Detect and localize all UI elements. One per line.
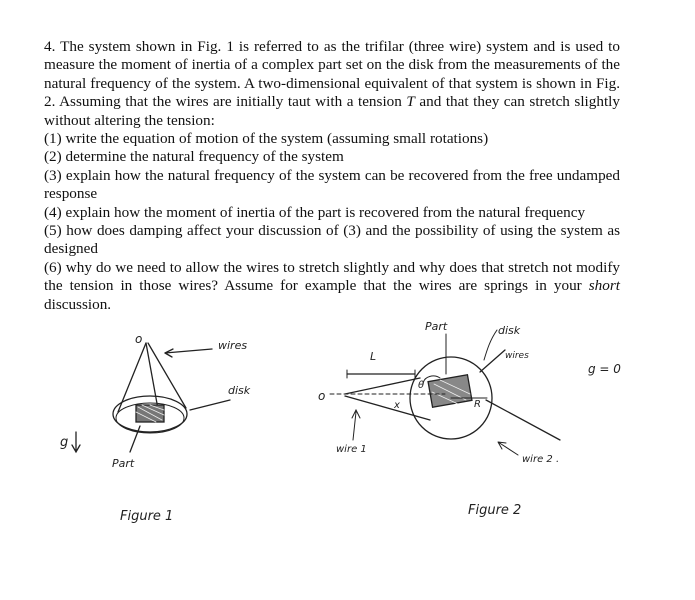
tension-symbol: T xyxy=(406,93,415,111)
fig2-wire-1-lower xyxy=(345,396,430,420)
fig1-part-label: Part xyxy=(112,457,135,470)
q6-suffix: discussion. xyxy=(44,295,112,313)
fig2-wire-2 xyxy=(486,400,560,440)
intro-suffix: and that they can stretch slightly without altering the tension: xyxy=(44,93,620,129)
fig1-wires-label: wires xyxy=(218,339,248,352)
fig2-caption: Figure 2 xyxy=(468,503,522,518)
fig2-wire2-arrow xyxy=(498,442,518,455)
fig2-disk-label: disk xyxy=(498,324,521,337)
fig2-g0-label: g = 0 xyxy=(588,362,621,376)
fig1-caption: Figure 1 xyxy=(120,509,174,524)
fig2-theta-label: θ xyxy=(418,380,425,391)
fig2-o-label: o xyxy=(318,389,326,403)
fig1-g-label: g xyxy=(60,435,69,450)
fig2-wire2-label: wire 2 . xyxy=(522,454,560,465)
question-5: (5) how does damping affect your discussion of (3) and the possibility of using the system as designed xyxy=(44,222,620,258)
fig2-part xyxy=(428,375,472,408)
question-4: (4) explain how the moment of inertia of the part is recovered from the natural frequency xyxy=(44,203,586,221)
fig1-disk-arrow xyxy=(190,400,230,410)
fig2-wire1-arrow xyxy=(352,410,360,440)
fig2-x-label: x xyxy=(394,400,400,411)
question-2: (2) determine the natural frequency of the system xyxy=(44,148,344,166)
intro-prefix: 4. The system shown in Fig. 1 is referred to as the trifilar (three wire) system and is used to measure the moment of inertia of a complex part set on the disk from the measurements of the natural frequency of the system. A two-dimensional equivalent of that system is shown in Fig. 2. Assuming that the wires are initially taut with a tension xyxy=(44,38,620,111)
fig2-part-label: Part xyxy=(425,320,448,333)
fig1-disk-label: disk xyxy=(228,384,251,397)
question-3: (3) explain how the natural frequency of the system can be recovered from the free undamped response xyxy=(44,166,620,203)
fig2-wire1-label: wire 1 xyxy=(336,444,367,455)
figure-1 xyxy=(60,332,251,524)
fig2-disk-pointer xyxy=(484,330,497,360)
fig2-R-label: R xyxy=(474,399,481,410)
fig1-gravity-arrow xyxy=(72,432,80,452)
q6-prefix: (6) why do we need to allow the wires to stretch slightly and why does that stretch not modify the tension in those wires? Assume for example that the wires are springs in your xyxy=(44,258,620,295)
fig2-wire-3 xyxy=(480,350,505,372)
question-1: (1) write the equation of motion of the system (assuming small rotations) xyxy=(44,130,489,148)
figure-2 xyxy=(318,320,621,518)
fig1-point-o-label: o xyxy=(135,332,143,346)
fig2-wires-label: wires xyxy=(505,351,529,361)
fig2-L-label: L xyxy=(370,350,377,363)
q6-emphasis: short xyxy=(588,277,620,295)
fig2-wire-1-upper xyxy=(345,378,420,394)
